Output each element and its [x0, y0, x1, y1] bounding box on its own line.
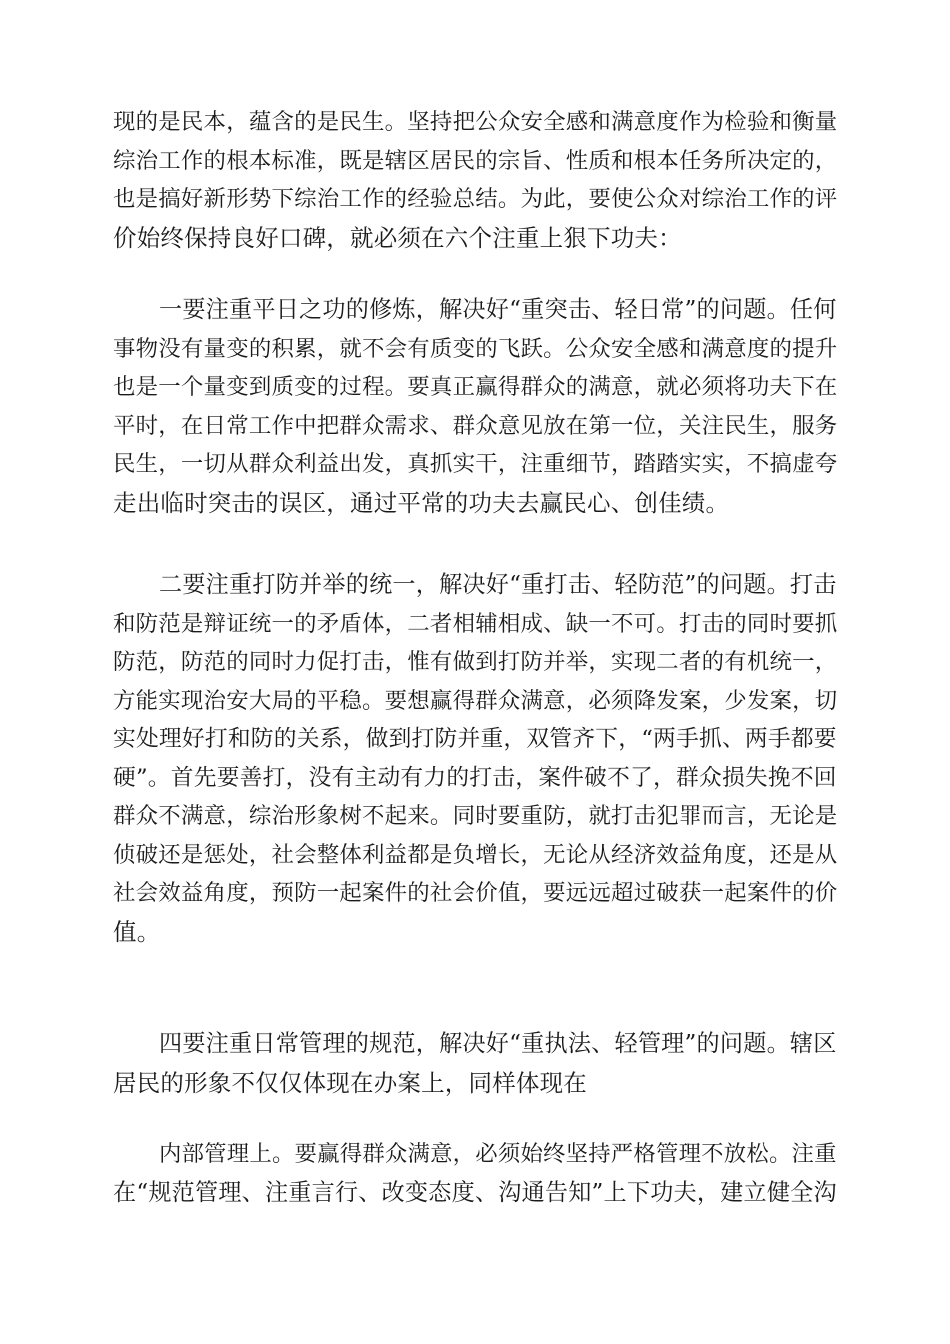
paragraph-4	[113, 1025, 837, 1102]
paragraph-2-line-3: 也是一个量变到质变的过程。要真正赢得群众的满意，就必须将功夫下在	[113, 374, 838, 400]
paragraph-2-line-6: 走出临时突击的误区，通过平常的功夫去赢民心、创佳绩。	[113, 488, 730, 517]
paragraph-5	[113, 1135, 837, 1212]
paragraph-3-line-7: 群众不满意，综治形象树不起来。同时要重防，就打击犯罪而言，无论是	[113, 803, 838, 829]
paragraph-3	[113, 566, 837, 951]
paragraph-2-line-4: 平时，在日常工作中把群众需求、群众意见放在第一位，关注民生，服务	[113, 412, 838, 439]
paragraph-1-line-1: 现的是民本，蕴含的是民生。坚持把公众安全感和满意度作为检验和衡量	[113, 109, 838, 135]
paragraph-3-line-1: 二要注重打防并举的统一，解决好“重打击、轻防范”的问题。打击	[159, 572, 837, 598]
paragraph-3-line-8: 侦破还是惩处，社会整体利益都是负增长，无论从经济效益角度，还是从	[113, 841, 838, 868]
paragraph-4-line-1: 四要注重日常管理的规范，解决好“重执法、轻管理”的问题。辖区	[159, 1031, 837, 1057]
paragraph-1-line-3: 也是搞好新形势下综治工作的经验总结。为此，要使公众对综治工作的评	[113, 186, 838, 212]
paragraph-1-line-4: 价始终保持良好口碑，就必须在六个注重上狠下功夫：	[113, 223, 682, 252]
paragraph-5-line-1: 内部管理上。要赢得群众满意，必须始终坚持严格管理不放松。注重	[159, 1141, 837, 1167]
paragraph-1	[113, 103, 837, 257]
paragraph-3-line-3: 防范，防范的同时力促打击，惟有做到打防并举，实现二者的有机统一，	[113, 649, 838, 675]
paragraph-5-line-2: 在“规范管理、注重言行、改变态度、沟通告知”上下功夫，建立健全沟	[113, 1179, 837, 1206]
paragraph-2-line-2: 事物没有量变的积累，就不会有质变的飞跃。公众安全感和满意度的提升	[113, 335, 838, 362]
paragraph-3-line-10: 值。	[113, 917, 161, 946]
paragraph-3-line-6: 硬”。首先要善打，没有主动有力的打击，案件破不了，群众损失挽不回	[113, 764, 837, 791]
paragraph-4-line-2: 居民的形象不仅仅体现在办案上，同样体现在	[113, 1068, 587, 1097]
paragraph-3-line-4: 方能实现治安大局的平稳。要想赢得群众满意，必须降发案，少发案，切	[113, 687, 838, 714]
paragraph-2	[113, 291, 837, 522]
paragraph-3-line-2: 和防范是辩证统一的矛盾体，二者相辅相成、缺一不可。打击的同时要抓	[113, 610, 838, 637]
paragraph-1-line-2: 综治工作的根本标准，既是辖区居民的宗旨、性质和根本任务所决定的，	[113, 147, 838, 174]
paragraph-2-line-5: 民生，一切从群众利益出发，真抓实干，注重细节，踏踏实实，不搞虚夸	[113, 451, 838, 477]
paragraph-3-line-5: 实处理好打和防的关系，做到打防并重，双管齐下，“两手抓、两手都要	[113, 726, 837, 752]
paragraph-2-line-1: 一要注重平日之功的修炼，解决好“重突击、轻日常”的问题。任何	[159, 297, 837, 323]
paragraph-3-line-9: 社会效益角度，预防一起案件的社会价值，要远远超过破获一起案件的价	[113, 880, 838, 906]
